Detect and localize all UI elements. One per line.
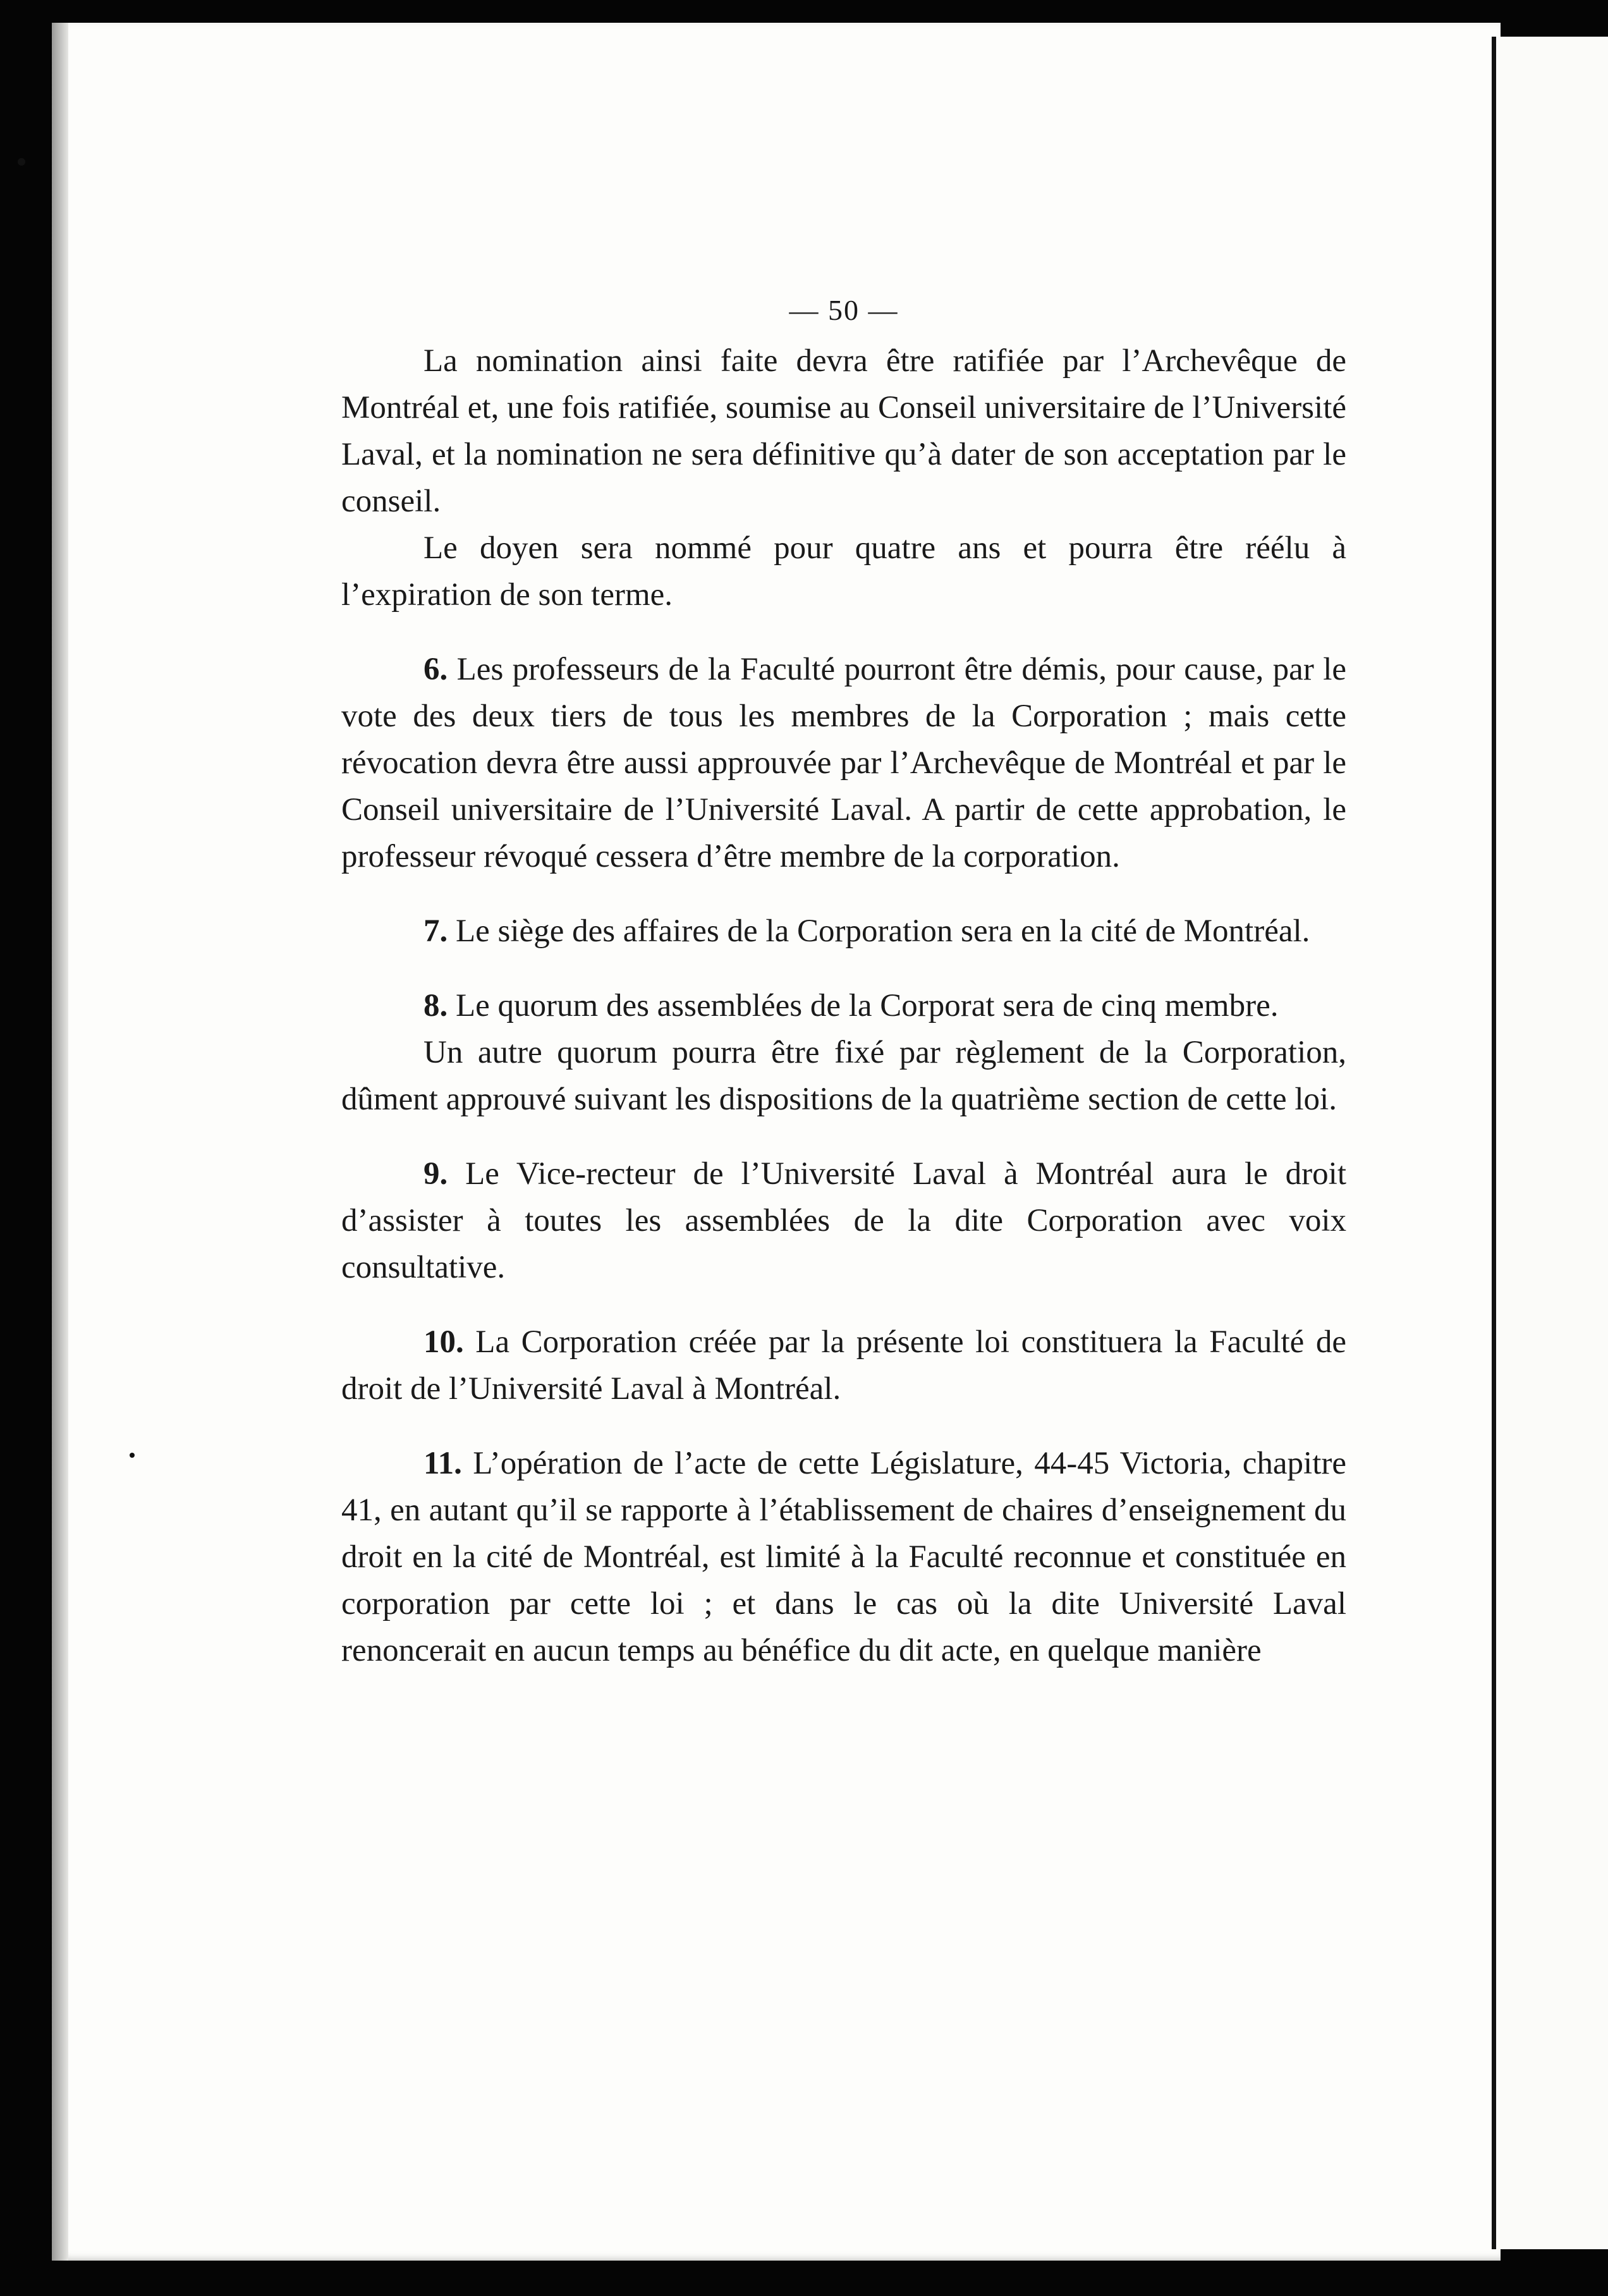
page-gutter-shadow — [52, 23, 68, 2261]
article-number: 6. — [423, 652, 448, 687]
article-8 — [341, 982, 1346, 1029]
paragraph-text: La Corporation créée par la présente loi constituera la Faculté de droit de l’Université Laval à Montréal. — [341, 1324, 1347, 1407]
paragraph-quorum — [341, 1029, 1346, 1123]
paragraph-text: Le doyen sera nommé pour quatre ans et pourra être réélu à l’expiration de son terme. — [341, 530, 1346, 613]
paragraph-text: Le siège des affaires de la Corporation sera en la cité de Montréal. — [456, 913, 1310, 949]
article-number: 11. — [423, 1446, 462, 1481]
paragraph-text: L’opération de l’acte de cette Législature, 44-45 Victoria, chapitre 41, en autant qu’il se rapporte à l’établissement de chaires d’enseignement du droit en la cité de Montréal, est limité à la Faculté reconnue et constituée en corporation par cette loi ; et dans le cas où la dite Université Laval renoncerait en aucun temps au bénéfice du dit acte, en quelque manière — [341, 1446, 1347, 1668]
paragraph-text: Le Vice-recteur de l’Université Laval à Montréal aura le droit d’assister à toutes les assemblées de la dite Corporation avec voix consultative. — [341, 1156, 1346, 1285]
paragraph-gap — [341, 1291, 1346, 1319]
paragraph-gap — [341, 955, 1346, 982]
article-9 — [341, 1151, 1346, 1291]
paragraph-text: Un autre quorum pourra être fixé par règlement de la Corporation, dûment approuvé suivant les dispositions de la quatrième section de cette loi. — [341, 1035, 1346, 1117]
page-text — [341, 283, 1346, 1674]
article-7 — [341, 908, 1346, 955]
paragraph-doyen-term — [341, 525, 1346, 618]
scan-speck — [130, 1453, 135, 1458]
article-number: 10. — [423, 1324, 464, 1360]
paragraph-text: La nomination ainsi faite devra être ratifiée par l’Archevêque de Montréal et, une fois ratifiée, soumise au Conseil universitaire de l’Université Laval, et la nomination ne sera définitive qu’à dater de son acceptation par le conseil. — [341, 343, 1346, 519]
paragraph-gap — [341, 880, 1346, 908]
article-number: 9. — [423, 1156, 448, 1192]
page-number: — 50 — — [789, 294, 899, 326]
paragraph-gap — [341, 1123, 1346, 1151]
paragraph-gap — [341, 618, 1346, 646]
facing-page-edge — [1492, 37, 1608, 2249]
article-10 — [341, 1319, 1346, 1412]
scan-speck — [18, 158, 25, 166]
paragraph-text: Le quorum des assemblées de la Corporat sera de cinq membre. — [456, 988, 1279, 1023]
paragraph-gap — [341, 1412, 1346, 1440]
article-6 — [341, 646, 1346, 880]
paragraph-nomination-ratification — [341, 338, 1346, 525]
article-number: 8. — [423, 988, 448, 1023]
article-number: 7. — [423, 913, 448, 949]
paragraph-text: Les professeurs de la Faculté pourront être démis, pour cause, par le vote des deux tiers de tous les membres de la Corporation ; mais cette révocation devra être aussi approuvée par l’Archevêque de Montréal et par le Conseil universitaire de l’Université Laval. A partir de cette approbation, le professeur révoqué cessera d’être membre de la corporation. — [341, 652, 1346, 874]
article-11 — [341, 1440, 1346, 1674]
